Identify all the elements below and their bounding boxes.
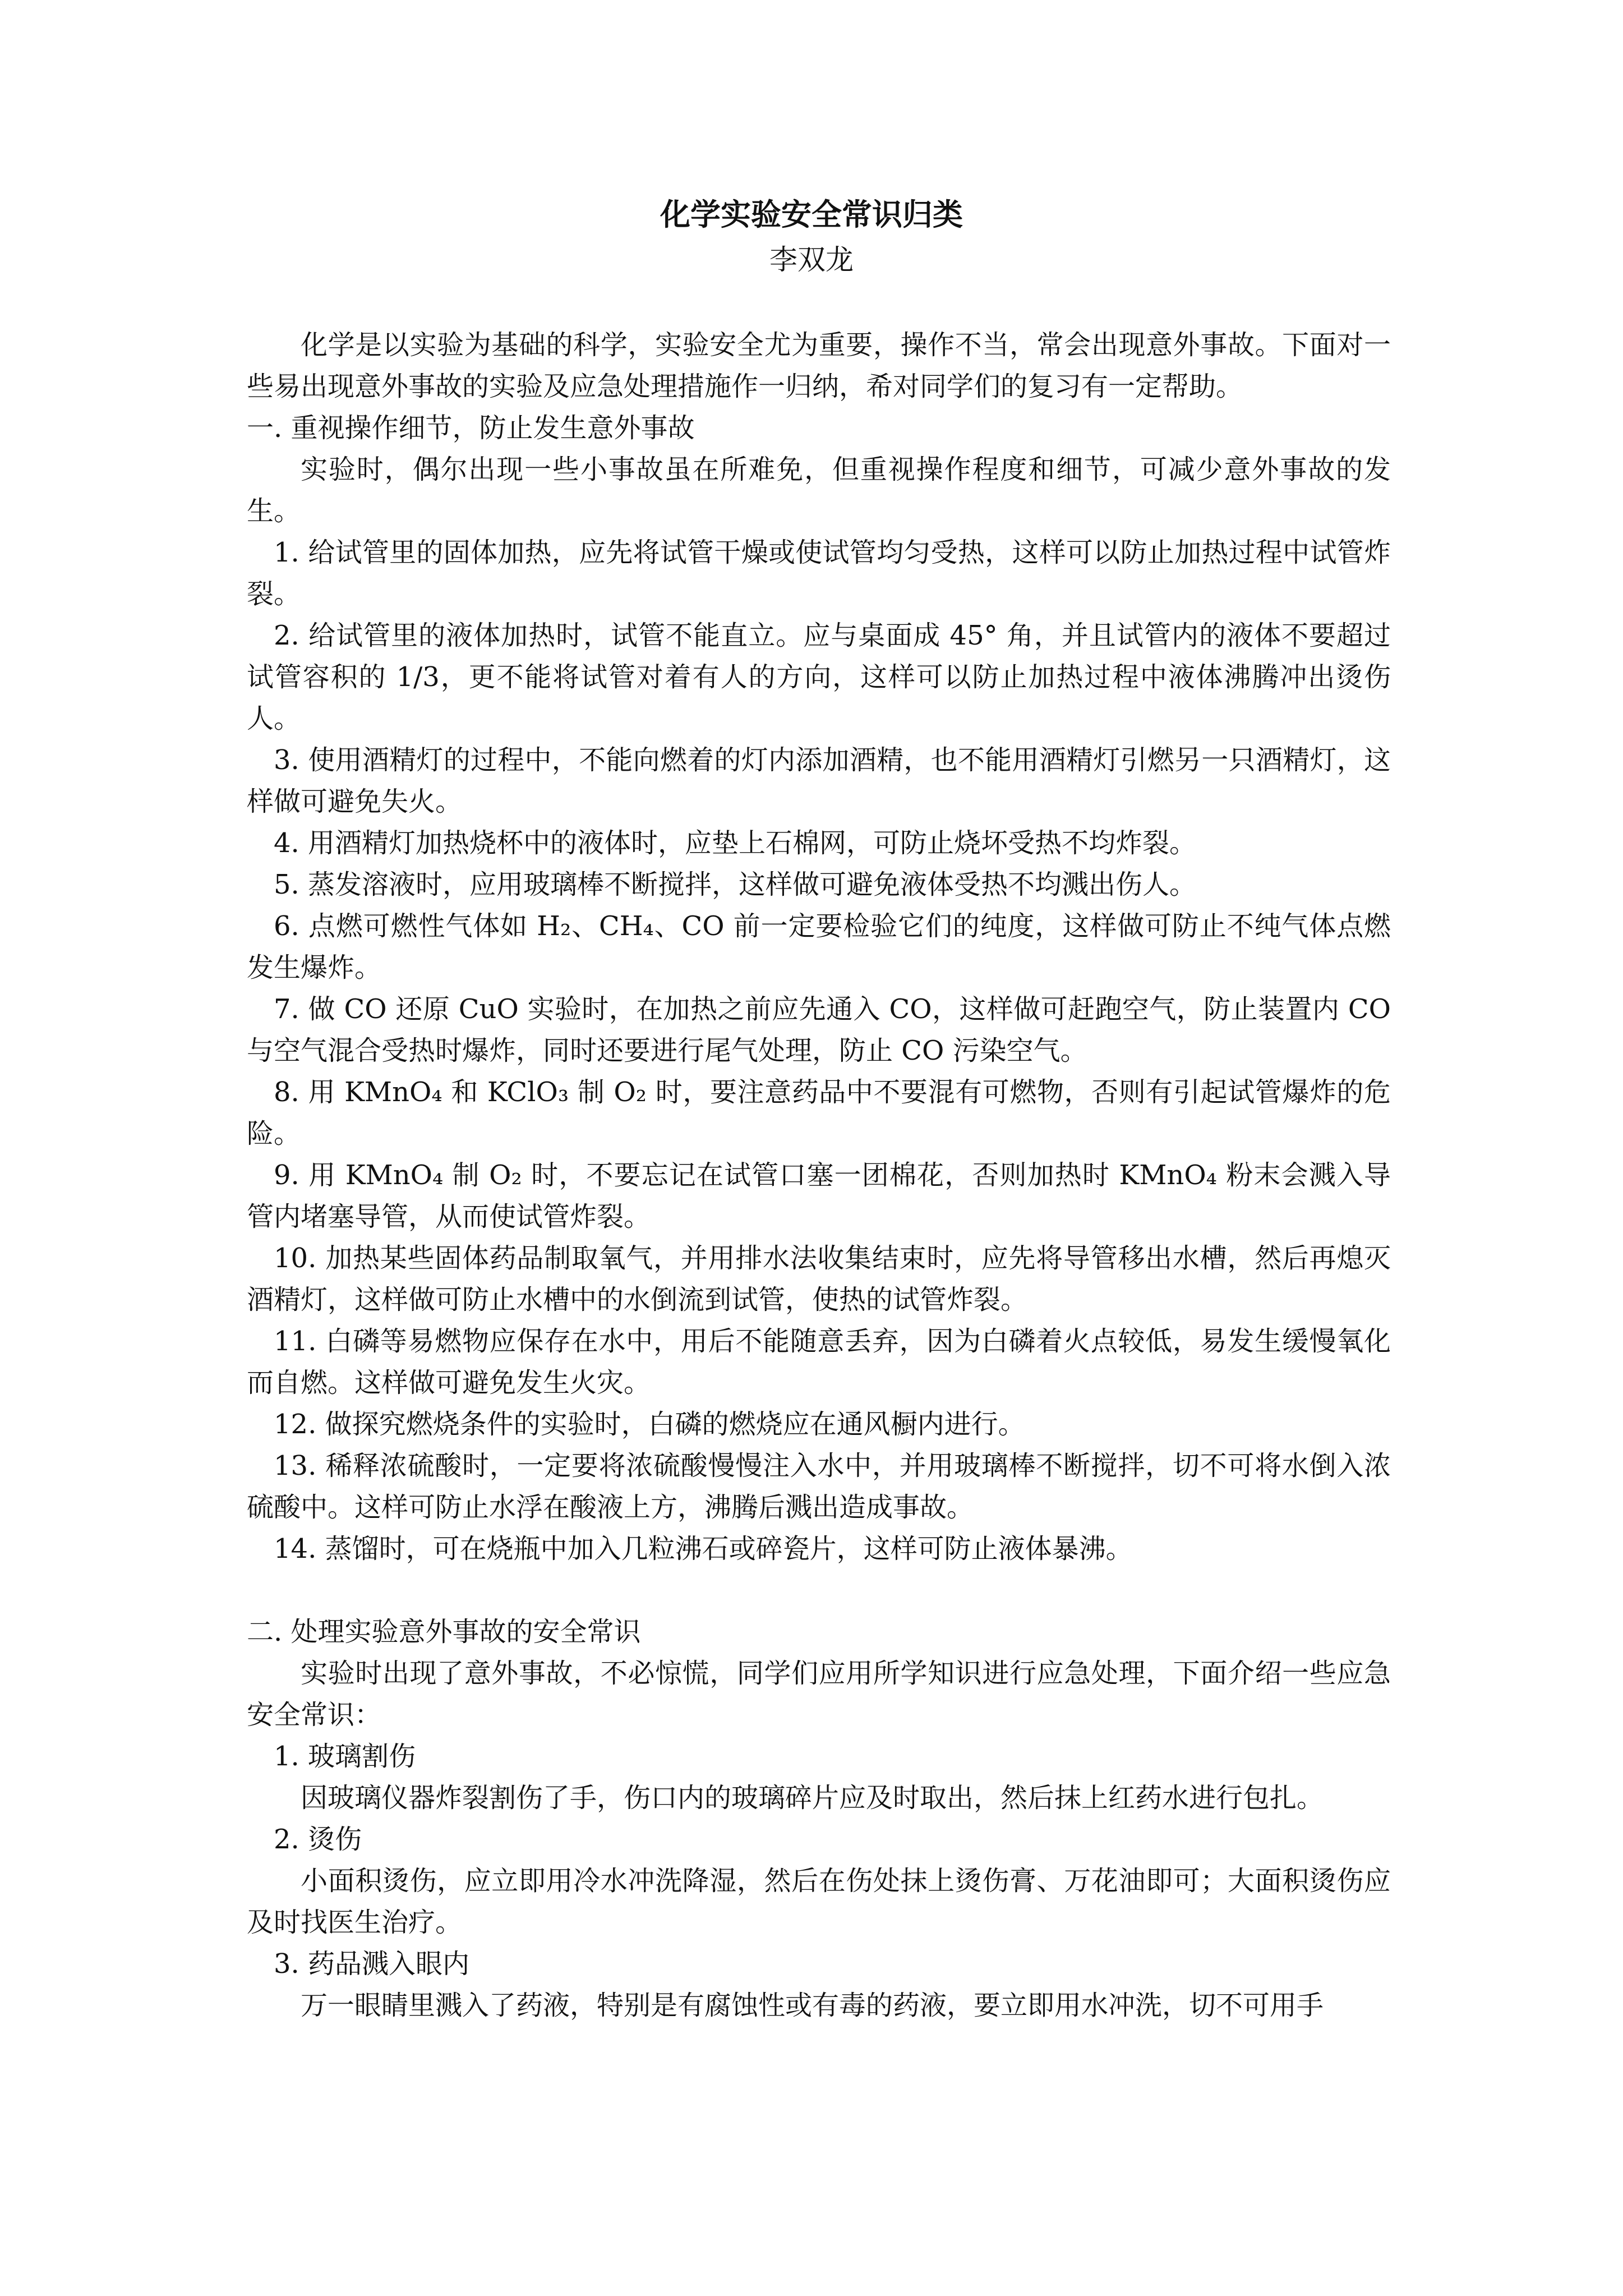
section2-intro: 实验时出现了意外事故，不必惊慌，同学们应用所学知识进行应急处理，下面介绍一些应急安全常识： [247, 1658, 1391, 1731]
subsection-title: 2. 烫伤 [274, 1824, 362, 1855]
list-item: 3. 使用酒精灯的过程中，不能向燃着的灯内添加酒精，也不能用酒精灯引燃另一只酒精灯，这样做可避免失火。 [247, 744, 1391, 817]
list-item: 6. 点燃可燃性气体如 H₂、CH₄、CO 前一定要检验它们的纯度，这样做可防止不纯气体点燃发生爆炸。 [247, 910, 1391, 983]
document-body [247, 324, 1391, 2026]
subsection-title: 1. 玻璃割伤 [274, 1741, 416, 1772]
section1-intro: 实验时，偶尔出现一些小事故虽在所难免，但重视操作程度和细节，可减少意外事故的发生。 [247, 454, 1391, 527]
section-spacer [247, 1570, 1391, 1611]
list-item: 5. 蒸发溶液时，应用玻璃棒不断搅拌，这样做可避免液体受热不均溅出伤人。 [274, 869, 1197, 900]
document-title: 化学实验安全常识归类 [660, 196, 963, 232]
list-item: 9. 用 KMnO₄ 制 O₂ 时，不要忘记在试管口塞一团棉花，否则加热时 KMnO₄ 粉末会溅入导管内堵塞导管，从而使试管炸裂。 [247, 1159, 1391, 1232]
list-item: 2. 给试管里的液体加热时，试管不能直立。应与桌面成 45° 角，并且试管内的液体不要超过试管容积的 1/3，更不能将试管对着有人的方向，这样可以防止加热过程中液体沸腾冲出烫伤人。 [247, 620, 1391, 734]
list-item: 4. 用酒精灯加热烧杯中的液体时，应垫上石棉网，可防止烧坏受热不均炸裂。 [274, 827, 1197, 859]
document-author: 李双龙 [769, 243, 854, 276]
subsection-text: 小面积烫伤，应立即用冷水冲洗降湿，然后在伤处抹上烫伤膏、万花油即可；大面积烫伤应及时找医生治疗。 [247, 1865, 1391, 1938]
list-item: 1. 给试管里的固体加热，应先将试管干燥或使试管均匀受热，这样可以防止加热过程中试管炸裂。 [247, 537, 1391, 610]
list-item: 7. 做 CO 还原 CuO 实验时，在加热之前应先通入 CO，这样做可赶跑空气，防止装置内 CO 与空气混合受热时爆炸，同时还要进行尾气处理，防止 CO 污染空气。 [247, 993, 1391, 1066]
list-item: 14. 蒸馏时，可在烧瓶中加入几粒沸石或碎瓷片，这样可防止液体暴沸。 [274, 1533, 1133, 1565]
intro-paragraph: 化学是以实验为基础的科学，实验安全尤为重要，操作不当，常会出现意外事故。下面对一些易出现意外事故的实验及应急处理措施作一归纳，希对同学们的复习有一定帮助。 [247, 329, 1391, 402]
list-item: 13. 稀释浓硫酸时，一定要将浓硫酸慢慢注入水中，并用玻璃棒不断搅拌，切不可将水倒入浓硫酸中。这样可防止水浮在酸液上方，沸腾后溅出造成事故。 [247, 1450, 1391, 1523]
subsection-text: 因玻璃仪器炸裂割伤了手，伤口内的玻璃碎片应及时取出，然后抹上红药水进行包扎。 [301, 1782, 1324, 1814]
section2-heading: 二. 处理实验意外事故的安全常识 [247, 1616, 641, 1648]
list-item: 12. 做探究燃烧条件的实验时，白磷的燃烧应在通风橱内进行。 [274, 1409, 1025, 1440]
list-item: 11. 白磷等易燃物应保存在水中，用后不能随意丢弃，因为白磷着火点较低，易发生缓慢氧化而自燃。这样做可避免发生火灾。 [247, 1326, 1391, 1398]
subsection-text: 万一眼睛里溅入了药液，特别是有腐蚀性或有毒的药液，要立即用水冲洗，切不可用手 [301, 1990, 1324, 2021]
subsection-title: 3. 药品溅入眼内 [274, 1948, 470, 1980]
list-item: 8. 用 KMnO₄ 和 KClO₃ 制 O₂ 时，要注意药品中不要混有可燃物，否则有引起试管爆炸的危险。 [247, 1076, 1391, 1149]
list-item: 10. 加热某些固体药品制取氧气，并用排水法收集结束时，应先将导管移出水槽，然后再熄灭酒精灯，这样做可防止水槽中的水倒流到试管，使热的试管炸裂。 [247, 1243, 1391, 1315]
section1-heading: 一. 重视操作细节，防止发生意外事故 [247, 412, 695, 444]
